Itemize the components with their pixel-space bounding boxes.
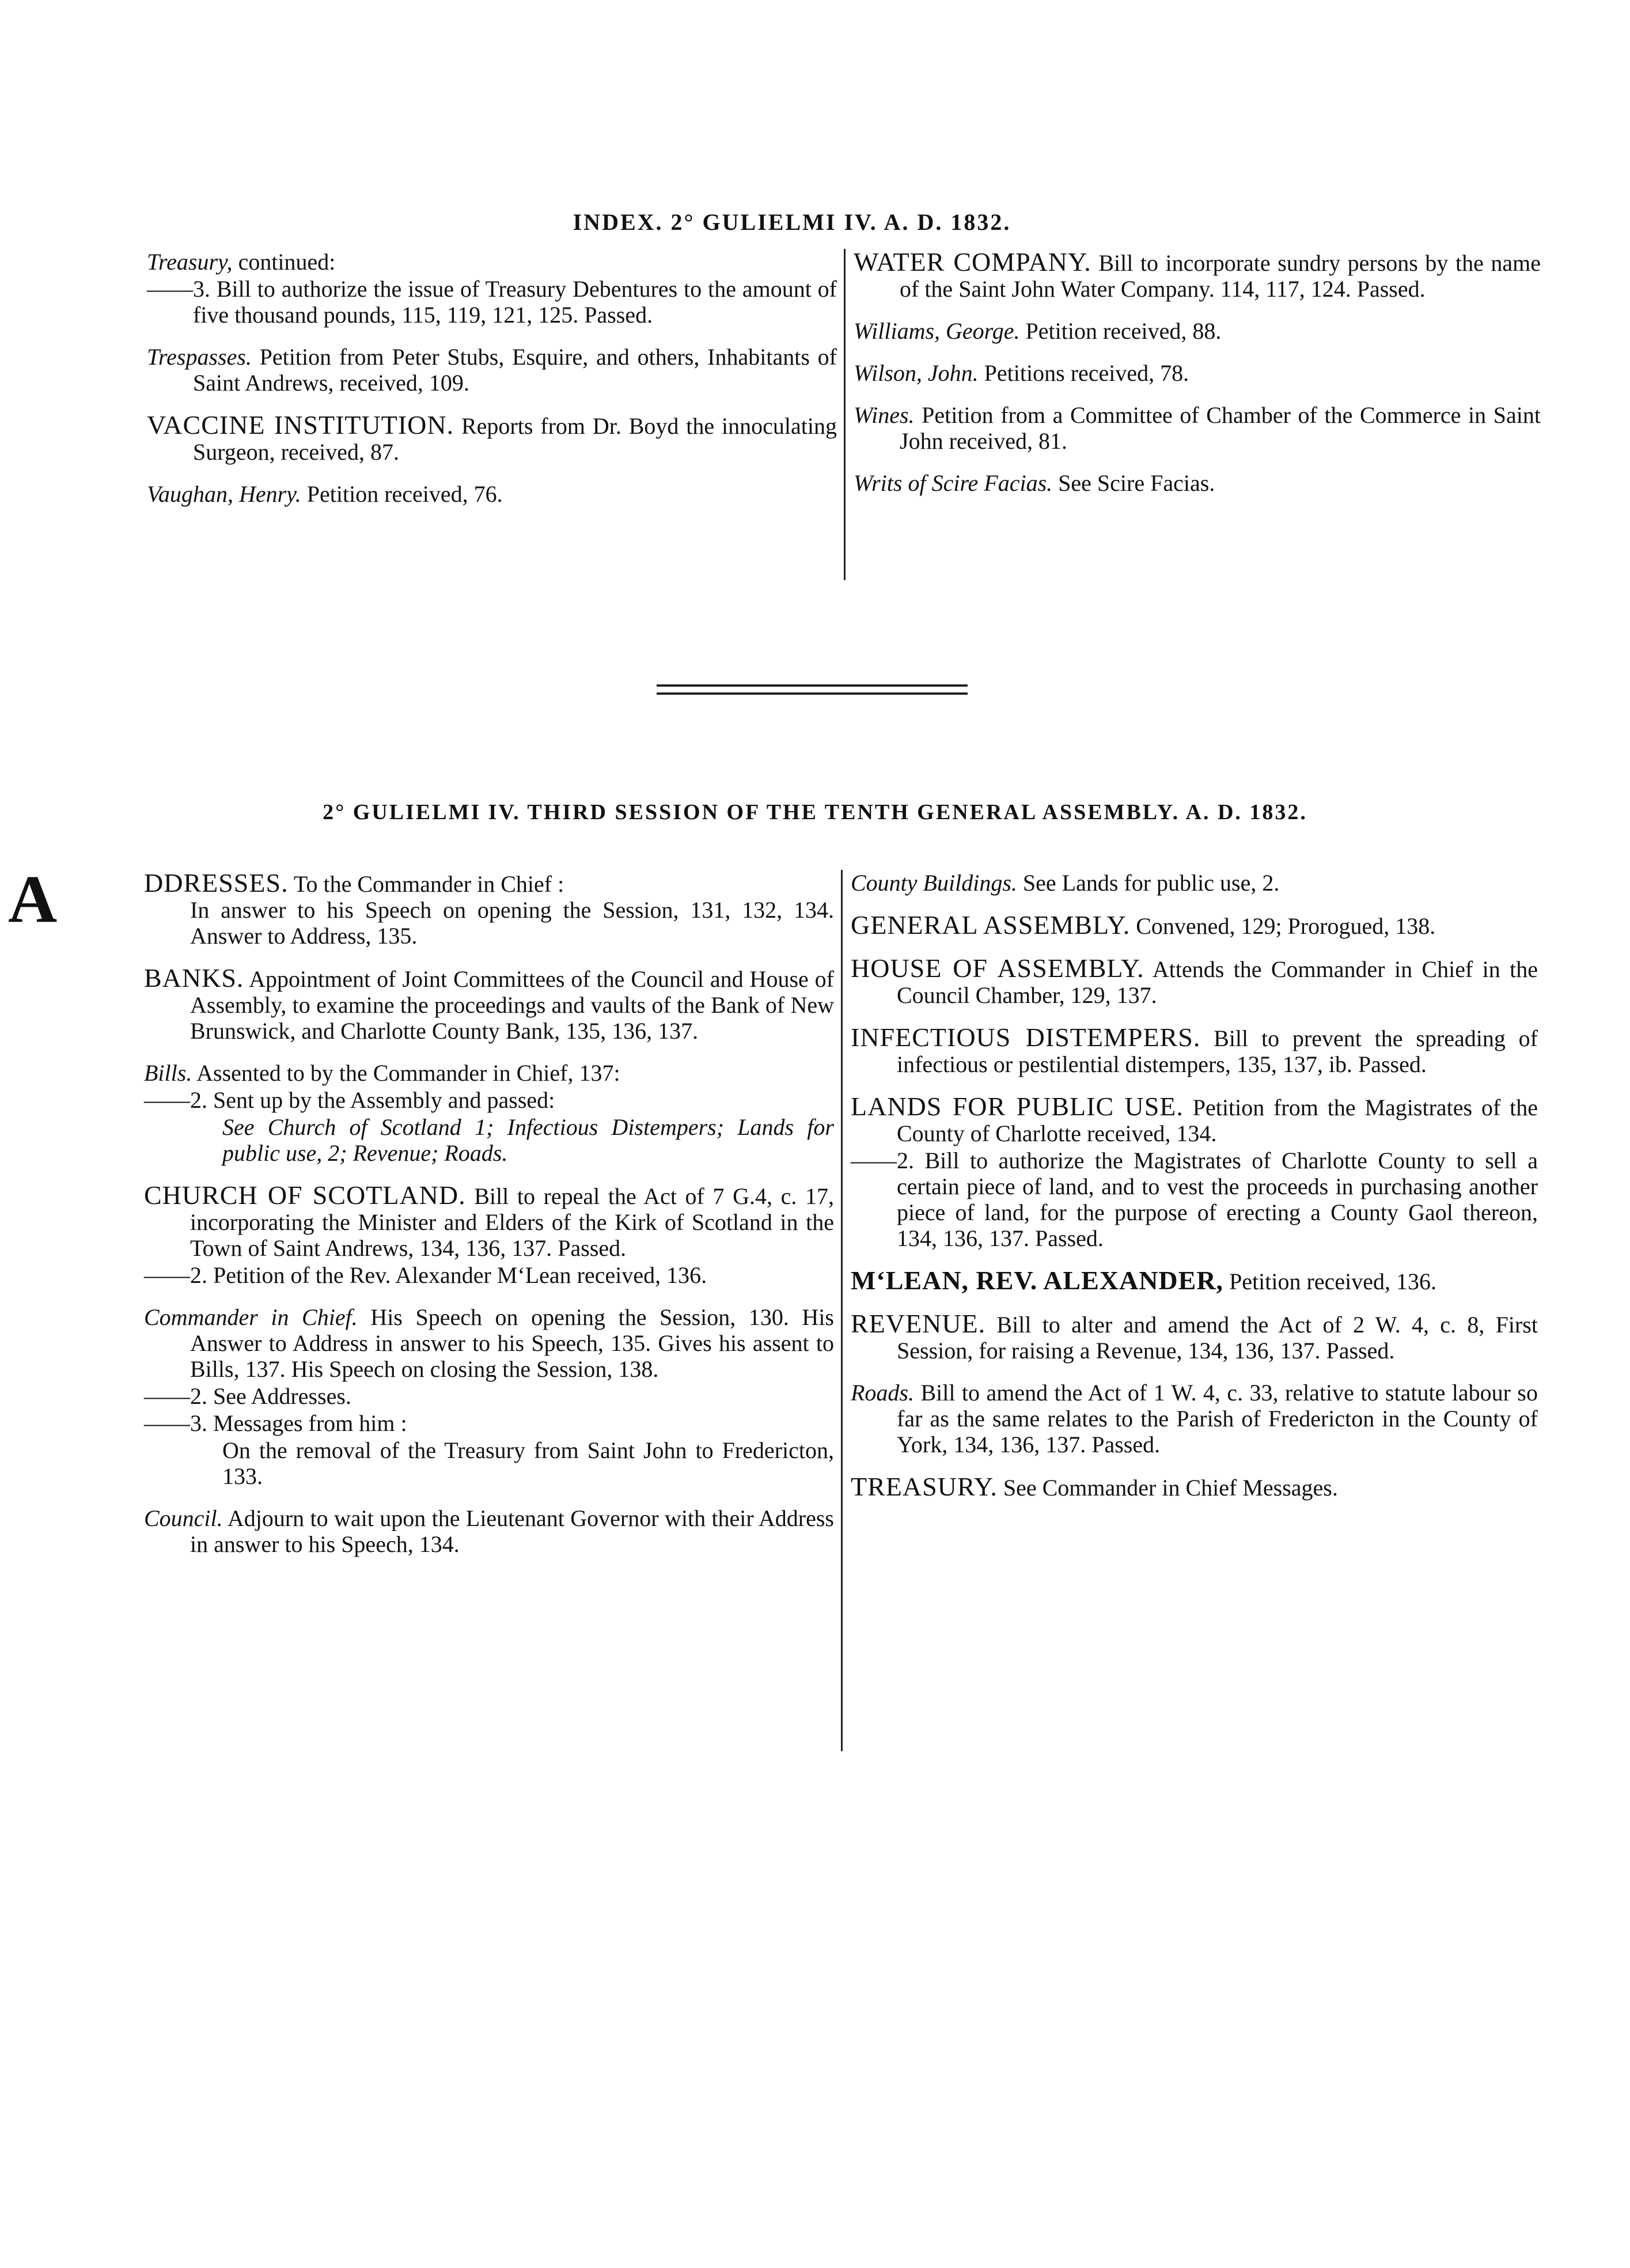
bottom-right-column	[841, 870, 1538, 1751]
top-index-columns	[147, 249, 1541, 580]
entry-head: Williams, George.	[854, 318, 1020, 344]
entry-house-of-assembly	[851, 955, 1538, 1008]
section-divider-line	[657, 684, 968, 687]
entry-text: Convened, 129; Prorogued, 138.	[1130, 913, 1436, 939]
entry-vaccine-institution	[147, 412, 837, 465]
section-divider-line	[657, 692, 968, 695]
drop-cap: A	[8, 861, 58, 937]
entry-head: REVENUE.	[851, 1309, 986, 1338]
entry-head: CHURCH OF SCOTLAND.	[144, 1180, 466, 1210]
entry-text: Assented to by the Commander in Chief, 137:	[192, 1060, 620, 1086]
entry-lands-for-public-use	[851, 1093, 1538, 1251]
entry-writs-of-scire-facias	[854, 470, 1541, 496]
entry-text: See Scire Facias.	[1052, 470, 1215, 496]
entry-trespasses	[147, 344, 837, 396]
bottom-index-columns	[8, 861, 1538, 1751]
entry-commander-in-chief	[144, 1304, 834, 1489]
entry-county-buildings	[851, 870, 1538, 896]
bottom-left-column	[8, 861, 841, 1751]
entry-text: Attends the Commander in Chief in the Council Chamber, 129, 137.	[897, 956, 1538, 1008]
entry-general-assembly	[851, 912, 1538, 939]
entry-vaughan-henry	[147, 481, 837, 507]
entry-head: HOUSE OF ASSEMBLY.	[851, 953, 1144, 983]
entry-head: M‘LEAN, REV. ALEXANDER,	[851, 1266, 1224, 1295]
entry-text: Petition from Peter Stubs, Esquire, and others, Inhabitants of Saint Andrews, received, 109.	[193, 344, 837, 396]
entry-sub-reference: See Church of Scotland 1; Infectious Distempers; Lands for public use, 2; Revenue; Roads.	[222, 1114, 834, 1166]
entry-head: Wilson, John.	[854, 360, 979, 386]
entry-banks	[144, 965, 834, 1044]
entry-revenue	[851, 1311, 1538, 1364]
entry-church-of-scotland	[144, 1182, 834, 1288]
entry-text: Petitions received, 78.	[978, 360, 1189, 386]
entry-bills	[144, 1060, 834, 1166]
entry-head: Council.	[144, 1505, 223, 1531]
entry-sub: ——2. Bill to authorize the Magistrates of Charlotte County to sell a certain piece of land, and to vest the proceeds in purchasing another piece of land, for the purpose of erecting a County Gaol thereon, 134, 136, 137. Passed.	[851, 1148, 1538, 1251]
entry-head: Wines.	[854, 402, 915, 428]
entry-head: GENERAL ASSEMBLY.	[851, 910, 1131, 940]
entry-text: Petition received, 136.	[1223, 1269, 1436, 1294]
session-heading: 2° GULIELMI IV. THIRD SESSION OF THE TENTH GENERAL ASSEMBLY. A. D. 1832.	[323, 800, 1307, 824]
entry-head: INFECTIOUS DISTEMPERS.	[851, 1023, 1201, 1052]
top-left-column	[147, 249, 844, 580]
entry-sub: ——3. Messages from him :	[144, 1410, 407, 1436]
entry-text: Bill to alter and amend the Act of 2 W. 4, c. 8, First Session, for raising a Revenue, 134, 136, 137. Passed.	[897, 1312, 1538, 1364]
entry-williams-george	[854, 318, 1541, 344]
entry-text: To the Commander in Chief :	[288, 871, 564, 897]
entry-text: Petition received, 76.	[301, 481, 503, 507]
entry-text: His Speech on opening the Session, 130. His Answer to Address in answer to his Speech, 135. Gives his assent to Bills, 137. His Speech on closing the Session, 138.	[190, 1304, 835, 1382]
entry-head: Commander in Chief.	[144, 1304, 358, 1330]
entry-text: Reports from Dr. Boyd the innoculating Surgeon, received, 87.	[193, 413, 837, 465]
entry-sub: ——2. Sent up by the Assembly and passed:	[144, 1087, 555, 1113]
entry-text: Bill to repeal the Act of 7 G.4, c. 17, incorporating the Minister and Elders of the Kirk of Scotland in the Town of Saint Andrews, 134, 136, 137. Passed.	[190, 1183, 834, 1261]
entry-sub: ——3. Bill to authorize the issue of Treasury Debentures to the amount of five thousand pounds, 115, 119, 121, 125. Passed.	[147, 276, 837, 328]
entry-sub: ——2. See Addresses.	[144, 1383, 351, 1409]
entry-head: Bills.	[144, 1060, 192, 1086]
entry-head: Trespasses.	[147, 344, 252, 370]
entry-head: LANDS FOR PUBLIC USE.	[851, 1092, 1184, 1121]
entry-head: DDRESSES.	[144, 868, 289, 898]
entry-text: See Commander in Chief Messages.	[997, 1475, 1338, 1501]
entry-head: Treasury,	[147, 249, 233, 275]
entry-text: Petition from a Committee of Chamber of the Commerce in Saint John received, 81.	[900, 402, 1541, 454]
entry-head: Writs of Scire Facias.	[854, 470, 1053, 496]
entry-mlean-rev-alexander	[851, 1267, 1538, 1294]
entry-wines	[854, 402, 1541, 454]
top-right-column	[844, 249, 1541, 580]
entry-head: Roads.	[851, 1380, 914, 1406]
entry-text: Bill to amend the Act of 1 W. 4, c. 33, relative to statute labour so far as the same relates to the Parish of Fredericton in the County of York, 134, 136, 137. Passed.	[897, 1380, 1538, 1457]
entry-head: Vaughan, Henry.	[147, 481, 301, 507]
entry-infectious-distempers	[851, 1024, 1538, 1077]
entry-roads	[851, 1380, 1538, 1457]
entry-text: Petition from the Magistrates of the County of Charlotte received, 134.	[897, 1095, 1538, 1146]
entry-text: Bill to prevent the spreading of infectious or pestilential distempers, 135, 137, ib. Passed.	[897, 1025, 1538, 1077]
entry-sub: In answer to his Speech on opening the Session, 131, 132, 134. Answer to Address, 135.	[190, 897, 834, 949]
entry-head: TREASURY.	[851, 1472, 998, 1501]
entry-sub-reference: On the removal of the Treasury from Saint John to Fredericton, 133.	[222, 1437, 834, 1489]
entry-sub: ——2. Petition of the Rev. Alexander M‘Lean received, 136.	[144, 1262, 707, 1288]
index-heading: INDEX. 2° GULIELMI IV. A. D. 1832.	[573, 209, 1011, 235]
entry-head: BANKS.	[144, 963, 244, 993]
entry-head: County Buildings.	[851, 870, 1017, 896]
entry-text: Appointment of Joint Committees of the Council and House of Assembly, to examine the proceedings and vaults of the Bank of New Brunswick, and Charlotte County Bank, 135, 136, 137.	[190, 966, 834, 1044]
entry-treasury-continued	[147, 249, 837, 328]
entry-text: See Lands for public use, 2.	[1017, 870, 1280, 896]
entry-treasury	[851, 1474, 1538, 1501]
entry-text: Bill to incorporate sundry persons by the name of the Saint John Water Company. 114, 117, 124. Passed.	[900, 250, 1541, 302]
entry-council	[144, 1505, 834, 1557]
entry-head: WATER COMPANY.	[854, 247, 1091, 277]
entry-text: Adjourn to wait upon the Lieutenant Governor with their Address in answer to his Speech, 134.	[190, 1505, 834, 1557]
entry-water-company	[854, 249, 1541, 302]
entry-addresses	[8, 861, 834, 949]
entry-text: Petition received, 88.	[1019, 318, 1222, 344]
entry-wilson-john	[854, 360, 1541, 386]
entry-text: continued:	[232, 249, 336, 275]
entry-head: VACCINE INSTITUTION.	[147, 410, 454, 440]
